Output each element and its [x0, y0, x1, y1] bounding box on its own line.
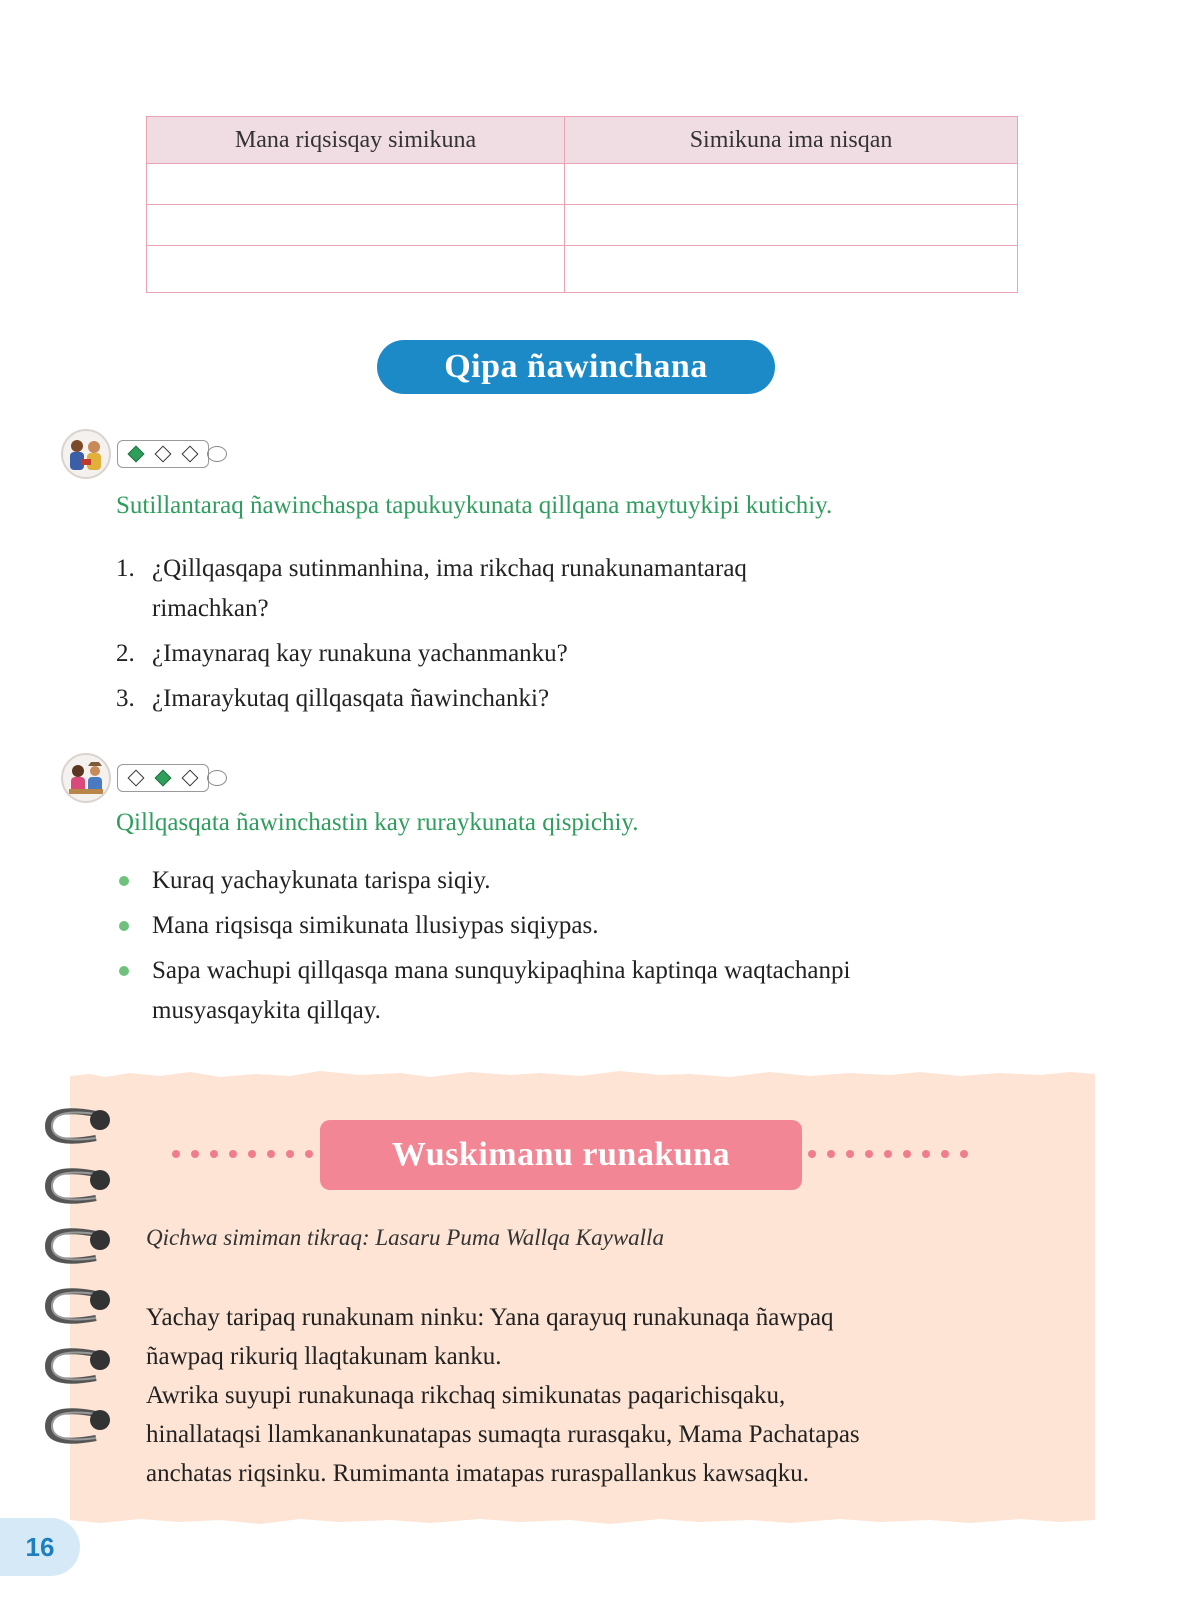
list-item	[116, 861, 850, 901]
dotted-line-left	[172, 1150, 332, 1160]
section-title: Qipa ñawinchana	[377, 340, 775, 394]
diamond-filled-icon	[154, 770, 171, 787]
torn-edge-bottom	[70, 1514, 1095, 1528]
level-indicator	[117, 440, 209, 468]
task-text-continued: musyasqaykita qillqay.	[152, 997, 381, 1024]
table-header-unknown-words: Mana riqsisqay simikuna	[147, 117, 565, 164]
diamond-filled-icon	[127, 446, 144, 463]
list-item	[116, 634, 747, 674]
table-row	[147, 205, 1018, 246]
table-cell[interactable]	[147, 205, 565, 246]
question-text: ¿Imaynaraq kay runakuna yachanmanku?	[152, 640, 568, 667]
list-item	[116, 951, 850, 1031]
spiral-ring-icon	[44, 1286, 114, 1326]
group-work-avatar-icon	[61, 753, 111, 803]
table-cell[interactable]	[565, 246, 1018, 293]
vocabulary-table	[146, 116, 1018, 293]
question-text: ¿Imaraykutaq qillqasqata ñawinchanki?	[152, 685, 550, 712]
bullet-icon	[119, 876, 129, 886]
paragraph-line: anchatas riqsinku. Rumimanta imatapas ruraspallankus kawsaqku.	[146, 1460, 810, 1487]
translator-credit: Qichwa simiman tikraq: Lasaru Puma Wallqa Kaywalla	[146, 1225, 664, 1250]
question-list	[116, 549, 747, 724]
torn-edge-top	[70, 1068, 1095, 1082]
question-number: 3.	[116, 685, 135, 712]
bullet-icon	[119, 966, 129, 976]
task-text: Kuraq yachaykunata tarispa siqiy.	[152, 867, 491, 894]
paragraph-line: ñawpaq rikuriq llaqtakunam kanku.	[146, 1343, 502, 1370]
spiral-ring-icon	[44, 1406, 114, 1446]
table-cell[interactable]	[147, 246, 565, 293]
question-number: 1.	[116, 555, 135, 582]
activity-1-instruction: Sutillantaraq ñawinchaspa tapukuykunata qillqana maytuykipi kutichiy.	[116, 492, 833, 519]
dotted-line-right	[808, 1150, 968, 1160]
paragraph-line: hinallataqsi llamkanankunatapas sumaqta rurasqaku, Mama Pachatapas	[146, 1421, 860, 1448]
table-header-word-meaning: Simikuna ima nisqan	[565, 117, 1018, 164]
note-paragraph	[146, 1298, 1046, 1493]
level-indicator	[117, 764, 209, 792]
activity-1-header	[61, 428, 227, 480]
spiral-ring-icon	[44, 1226, 114, 1266]
table-row	[147, 164, 1018, 205]
list-item	[116, 549, 747, 629]
activity-2-header	[61, 752, 227, 804]
activity-2-instruction: Qillqasqata ñawinchastin kay ruraykunata qispichiy.	[116, 809, 639, 836]
task-list	[116, 861, 850, 1036]
table-cell[interactable]	[565, 164, 1018, 205]
diamond-outline-icon	[154, 446, 171, 463]
diamond-outline-icon	[182, 770, 199, 787]
table-header-row	[147, 117, 1018, 164]
diamond-outline-icon	[182, 446, 199, 463]
list-item	[116, 906, 850, 946]
paragraph-line: Yachay taripaq runakunam ninku: Yana qarayuq runakunaqa ñawpaq	[146, 1304, 834, 1331]
pair-work-avatar-icon	[61, 429, 111, 479]
table-cell[interactable]	[147, 164, 565, 205]
spiral-ring-icon	[44, 1346, 114, 1386]
task-text: Sapa wachupi qillqasqa mana sunquykipaqhina kaptinqa waqtachanpi	[152, 957, 851, 984]
spiral-ring-icon	[44, 1166, 114, 1206]
bullet-icon	[119, 921, 129, 931]
paragraph-line: Awrika suyupi runakunaqa rikchaq simikunatas paqarichisqaku,	[146, 1382, 786, 1409]
question-text: ¿Qillqasqapa sutinmanhina, ima rikchaq runakunamantaraq	[152, 555, 747, 582]
spiral-ring-icon	[44, 1106, 114, 1146]
diamond-outline-icon	[127, 770, 144, 787]
table-cell[interactable]	[565, 205, 1018, 246]
question-text-continued: rimachkan?	[152, 595, 269, 622]
table-row	[147, 246, 1018, 293]
tag-hole-icon	[207, 446, 227, 462]
list-item	[116, 679, 747, 719]
tag-hole-icon	[207, 770, 227, 786]
page-number: 16	[0, 1518, 80, 1576]
question-number: 2.	[116, 640, 135, 667]
note-title: Wuskimanu runakuna	[320, 1120, 802, 1190]
task-text: Mana riqsisqa simikunata llusiypas siqiypas.	[152, 912, 599, 939]
